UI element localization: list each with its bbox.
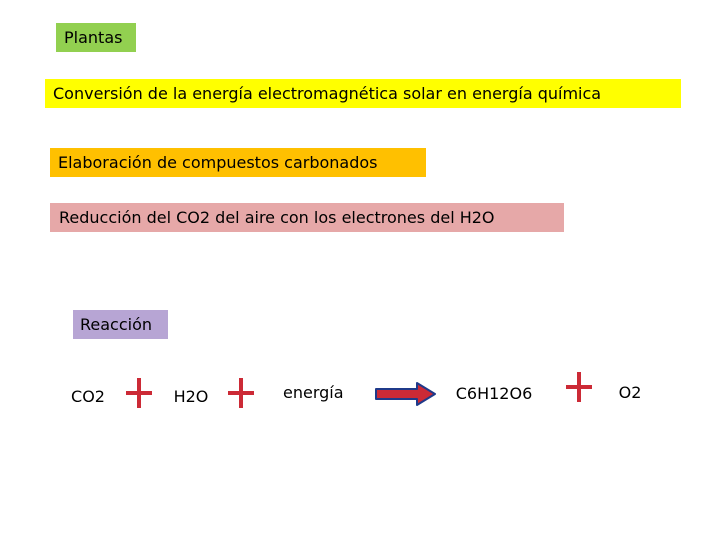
plus-icon — [228, 378, 254, 408]
reaction-arrow-icon — [375, 381, 437, 407]
energia-term: energía — [283, 382, 344, 402]
c6h12o6-term: C6H12O6 — [455, 383, 533, 403]
co2-term: CO2 — [71, 386, 105, 406]
plantas-box — [56, 23, 136, 52]
plus-icon — [566, 372, 592, 402]
reaccion-label: Reacción — [80, 315, 153, 334]
elaboracion-label: Elaboración de compuestos carbonados — [58, 153, 378, 172]
plus-icon — [126, 378, 152, 408]
reduccion-label: Reducción del CO2 del aire con los electrones del H2O — [59, 208, 495, 227]
reduccion-box — [50, 203, 564, 232]
plantas-label: Plantas — [64, 28, 123, 47]
h2o-term: H2O — [173, 386, 209, 406]
conversion-label: Conversión de la energía electromagnética solar en energía química — [53, 84, 602, 103]
elaboracion-box — [50, 148, 426, 177]
reaccion-box — [73, 310, 168, 339]
conversion-box — [45, 79, 681, 108]
o2-term: O2 — [618, 382, 642, 402]
